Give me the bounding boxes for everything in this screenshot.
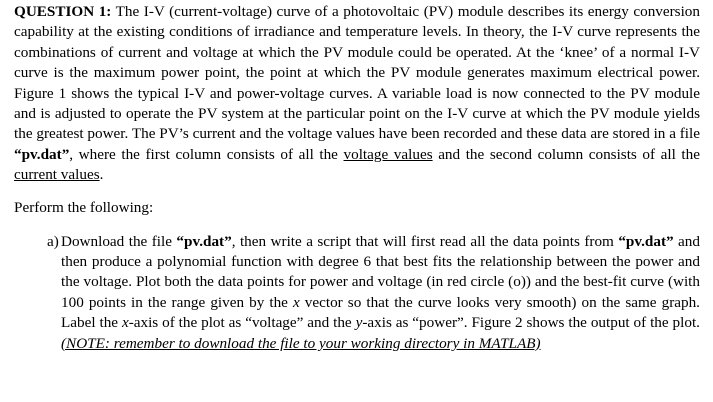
question-text-part-2: , where the first column consists of all the [69,145,344,163]
task-file-name-2: “pv.dat” [618,232,674,250]
y-axis-name: y [355,314,363,332]
task-item-marker: a) [47,232,59,250]
current-values-text: current values [14,166,100,184]
download-note: (NOTE: remember to download the file to your working directory in MATLAB) [61,334,541,352]
task-text-part-2: , then write a script that will first read all the data points from [231,232,619,250]
task-text-part-1: Download the file [61,232,177,250]
question-text-part-4: . [99,166,104,184]
task-item-text [61,232,700,354]
perform-heading: Perform the following: [14,198,154,216]
question-label: QUESTION 1: [14,3,112,20]
task-text-part-6: -axis as “power”. Figure 2 shows the output of the plot. [362,314,700,332]
task-item-a [14,232,700,354]
task-text-part-3: and then produce a polynomial function with degree 6 that best fits the relationship between the power and the voltage. Plot both the data points for power and voltage (in red circle (o)) and the best-fit curve (with 100 points in the range given by the [61,232,700,311]
x-axis-name: x [121,314,129,332]
question-text-part-3: and the second column consists of all the [432,145,700,163]
data-file-name: “pv.dat” [14,145,70,163]
question-text-part-1: The I-V (current-voltage) curve of a photovoltaic (PV) module describes its energy conversion capability at the existing conditions of irradiance and temperature levels. In theory, the I-V curve represents the combinations of current and voltage at which the PV module could be operated. At the ‘knee’ of a normal I-V curve is the maximum power point, the point at which the PV module generates maximum electrical power. Figure 1 shows the typical I-V and power-voltage curves. A variable load is now connected to the PV module and is adjusted to operate the PV system at the particular point on the I-V curve at which the PV module yields the greatest power. The PV’s current and the voltage values have been recorded and these data are stored in a file [14,3,700,143]
x-vector-name: x [292,293,300,311]
task-text-part-5: -axis of the plot as “voltage” and the [128,314,356,332]
question-paragraph [14,2,700,186]
task-text-part-4: vector so that the curve looks very smooth) on the same graph. Label the [61,293,700,332]
voltage-values-text: voltage values [343,145,433,163]
task-file-name-1: “pv.dat” [176,232,232,250]
document-page [14,2,700,354]
